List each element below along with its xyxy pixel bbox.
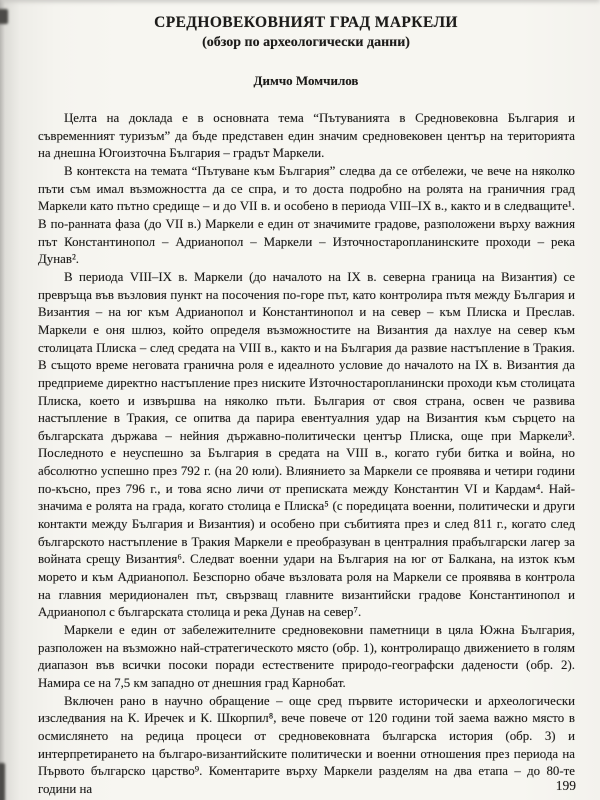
article-body [38,110,575,799]
body-paragraph: Целта на доклада е в основната тема “Пътуванията в Средновековна България и съвременният туризъм” да бъде представен един значим средновековен център на територията на днешна Югоизточна България – градът Маркели. [38,111,575,161]
scan-edge-shadow [0,0,600,2]
article-subtitle: (обзор по археологически данни) [202,35,410,50]
scan-artifact-bottom-left [0,763,5,800]
body-paragraph: В контекста на темата “Пътуване към България” следва да се отбележи, че вече на няколко пъти съм имал възможността да се спра, и то доста подробно на ролята на граничния град Маркели като пътно средище – и до VII в. и особено в периода VIII–IX в., както и в следващите¹. В по-ранната фаза (до VII в.) Маркели е един от значимите градове, разположени върху важния път Константинопол – Адрианопол – Маркели – Източностаропланинските проходи – река Дунав². [38,163,575,267]
page-number: 199 [555,778,576,793]
body-paragraph: Маркели е един от забележителните средновековни паметници в цяла Южна България, разположен на възможно най-стратегическото място (обр. 1), контролиращо движението в голям диапазон във всички посоки поради естествените природо-географски дадености (обр. 2). Намира се на 7,5 км западно от днешния град Карнобат. [38,623,575,690]
author-name: Димчо Момчилов [253,73,359,88]
article-header [38,13,574,89]
scan-artifact-top-left [0,9,8,24]
article-title: СРЕДНОВЕКОВНИЯТ ГРАД МАРКЕЛИ [154,14,458,31]
body-paragraph: Включен рано в научно обращение – още сред първите исторически и археологически изследвания на К. Иречек и К. Шкорпил⁸, вече повече от 120 години той заема важно място в осмислянето на редица процеси от средновековната българска история (обр. 3) и интерпретирането на българо-византийските политически и военни отношения през периода на Първото българско царство⁹. Коментарите върху Маркели разделям на два етапа – до 80-те години на [38,693,575,796]
body-paragraph: В периода VIII–IX в. Маркели (до началото на IX в. северна граница на Византия) се превръща във възловия пункт на посочения по-горе път, като контролира пътя между България и Византия – на юг към Адрианопол и Константинопол и на север – към Плиска и Преслав. Маркели е оня шлюз, който определя възможностите на Византия да нахлуе на север към столицата Плиска – след средата на VIII в., както и на България да развие настъпление в Тракия. В същото време неговата гранична роля е идеалното условие до началото на IX в. Византия да предприеме директно настъпление през ниските Източностаропланински проходи към столицата Плиска, което и извършва на няколко пъти. България от своя страна, освен че развива настъпление в Тракия, се опитва да парира евентуалния удар на Византия към сърцето на българската държава – нейния държавно-политически център Плиска, още при Маркели³. Последното е неуспешно за България в средата на VIII в., когато губи битка и война, но абсолютно успешно през 792 г. (на 20 юли). Влиянието за Маркели се проявява и четири години по-късно, през 796 г., и това ясно личи от преписката между Константин VI и Кардам⁴. Най-значима е ролята на града, когато столица е Плиска⁵ (с поредицата военни, политически и други контакти между България и Византия) и особено при събитията през и след 811 г., когато след българското настъпление в Тракия Маркели е преобразуван в централния прабългарски лагер за войната срещу Византия⁶. Следват военни удари на България на юг от Балкана, на изток към морето и към Адрианопол. Безспорно обаче възловата роля на Маркели се проявява в контрола на главния меридионален път, свързващ главните византийски градове Константинопол и Адрианопол с българската столица и река Дунав на север⁷. [38,269,575,620]
